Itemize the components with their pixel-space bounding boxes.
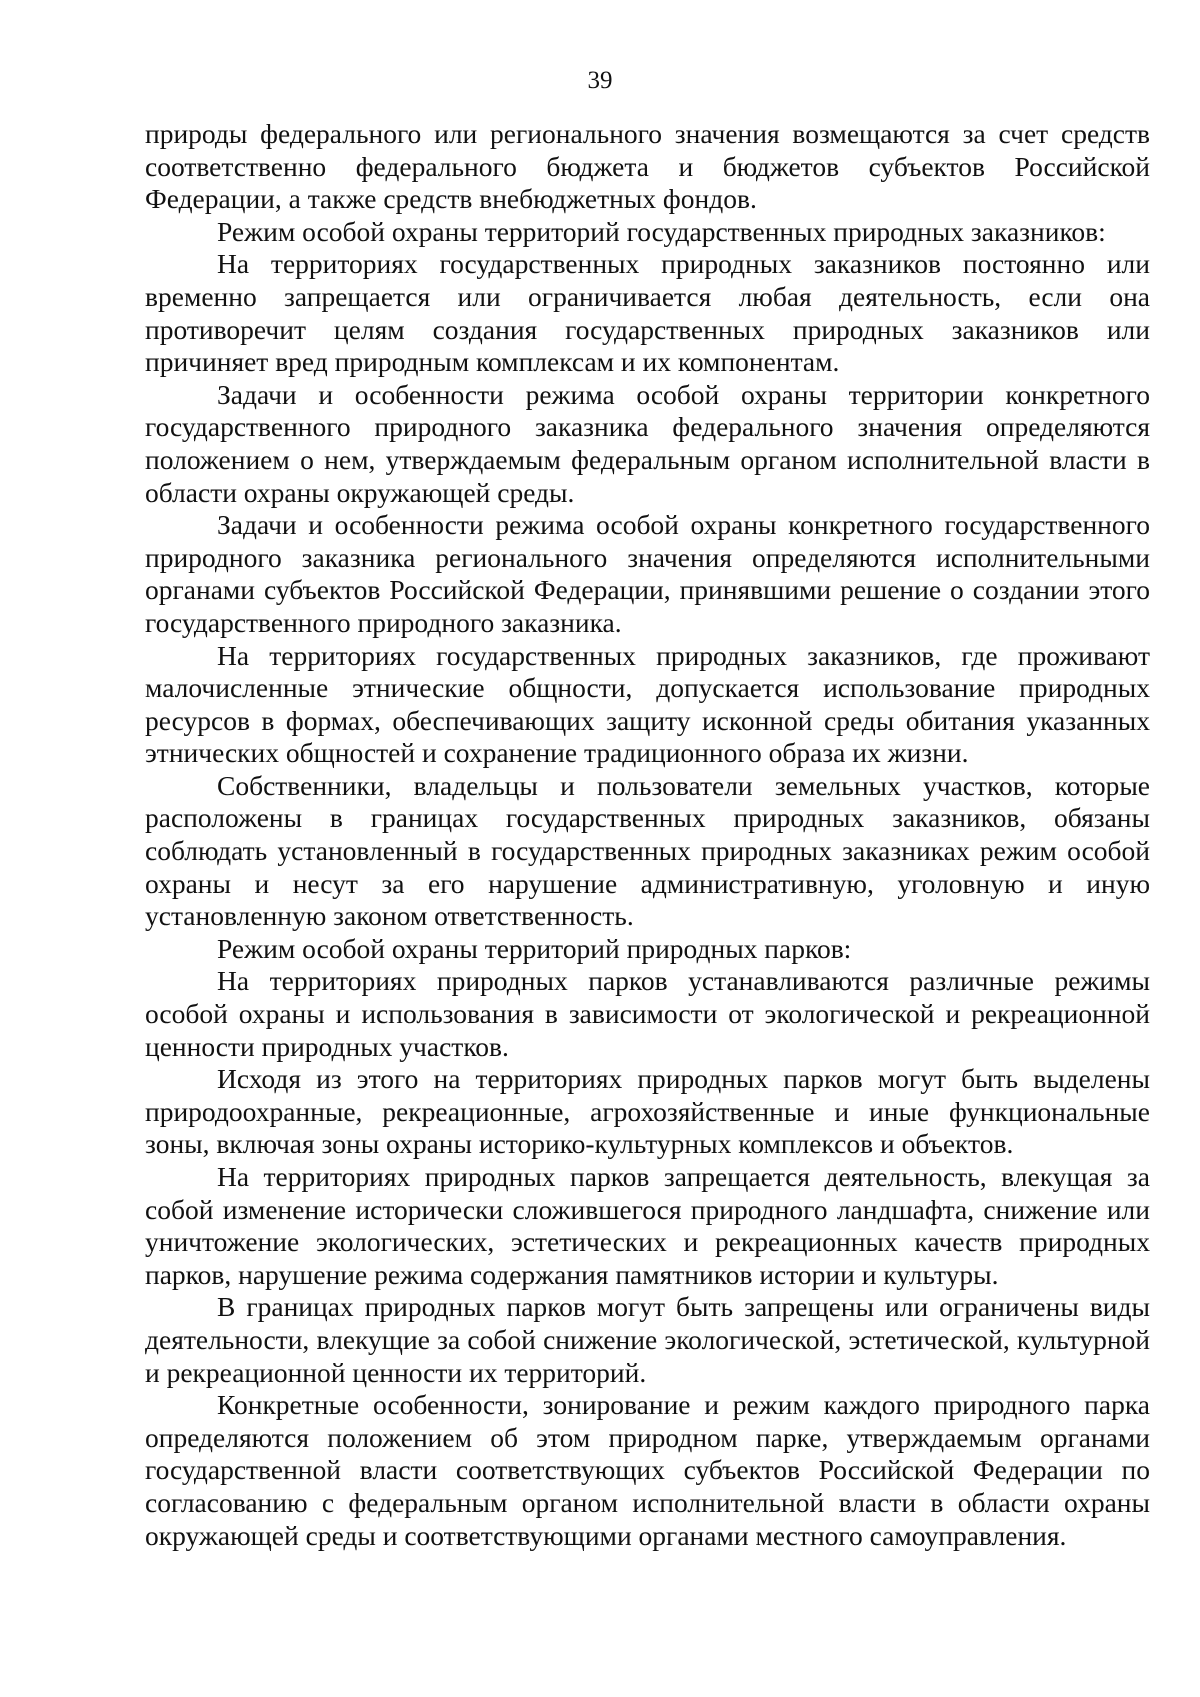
page-number: 39	[587, 67, 613, 94]
paragraph: На территориях природных парков устанавливаются различные режимы особой охраны и использования в зависимости от экологической и рекреационной ценности природных участков.	[145, 965, 1150, 1062]
paragraph: Конкретные особенности, зонирование и режим каждого природного парка определяются положением об этом природном парке, утверждаемым органами государственной власти соответствующих субъектов Российской Федерации по согласованию с федеральным органом исполнительной власти в области охраны окружающей среды и соответствующими органами местного самоуправления.	[145, 1389, 1150, 1551]
paragraph: Исходя из этого на территориях природных парков могут быть выделены природоохранные, рекреационные, агрохозяйственные и иные функциональные зоны, включая зоны охраны историко-культурных комплексов и объектов.	[145, 1063, 1150, 1160]
paragraph: На территориях природных парков запрещается деятельность, влекущая за собой изменение исторически сложившегося природного ландшафта, снижение или уничтожение экологических, эстетических и рекреационных качеств природных парков, нарушение режима содержания памятников истории и культуры.	[145, 1161, 1150, 1290]
paragraph: Задачи и особенности режима особой охраны территории конкретного государственного природного заказника федерального значения определяются положением о нем, утверждаемым федеральным органом исполнительной власти в области охраны окружающей среды.	[145, 378, 1150, 508]
paragraph: На территориях государственных природных заказников, где проживают малочисленные этнические общности, допускается использование природных ресурсов в формах, обеспечивающих защиту исконной среды обитания указанных этнических общностей и сохранение традиционного образа их жизни.	[145, 639, 1150, 769]
paragraph-continuation: природы федерального или регионального значения возмещаются за счет средств соответственно федерального бюджета и бюджетов субъектов Российской Федерации, а также средств внебюджетных фондов.	[145, 118, 1150, 215]
paragraph: Собственники, владельцы и пользователи земельных участков, которые расположены в границах государственных природных заказников, обязаны соблюдать установленный в государственных природных заказниках режим особой охраны и несут за его нарушение административную, уголовную и иную установленную законом ответственность.	[145, 769, 1150, 932]
document-body	[145, 118, 1150, 1552]
paragraph: На территориях государственных природных заказников постоянно или временно запрещается или ограничивается любая деятельность, если она противоречит целям создания государственных природных заказников или причиняет вред природным комплексам и их компонентам.	[145, 248, 1150, 378]
paragraph-heading-parks-regime: Режим особой охраны территорий природных парков:	[217, 932, 852, 964]
paragraph: Задачи и особенности режима особой охраны конкретного государственного природного заказника регионального значения определяются исполнительными органами субъектов Российской Федерации, принявшими решение о создании этого государственного природного заказника.	[145, 509, 1150, 638]
paragraph: В границах природных парков могут быть запрещены или ограничены виды деятельности, влекущие за собой снижение экологической, эстетической, культурной и рекреационной ценности их территорий.	[145, 1291, 1150, 1388]
paragraph-heading-reserves-regime: Режим особой охраны территорий государственных природных заказников:	[217, 215, 1106, 247]
